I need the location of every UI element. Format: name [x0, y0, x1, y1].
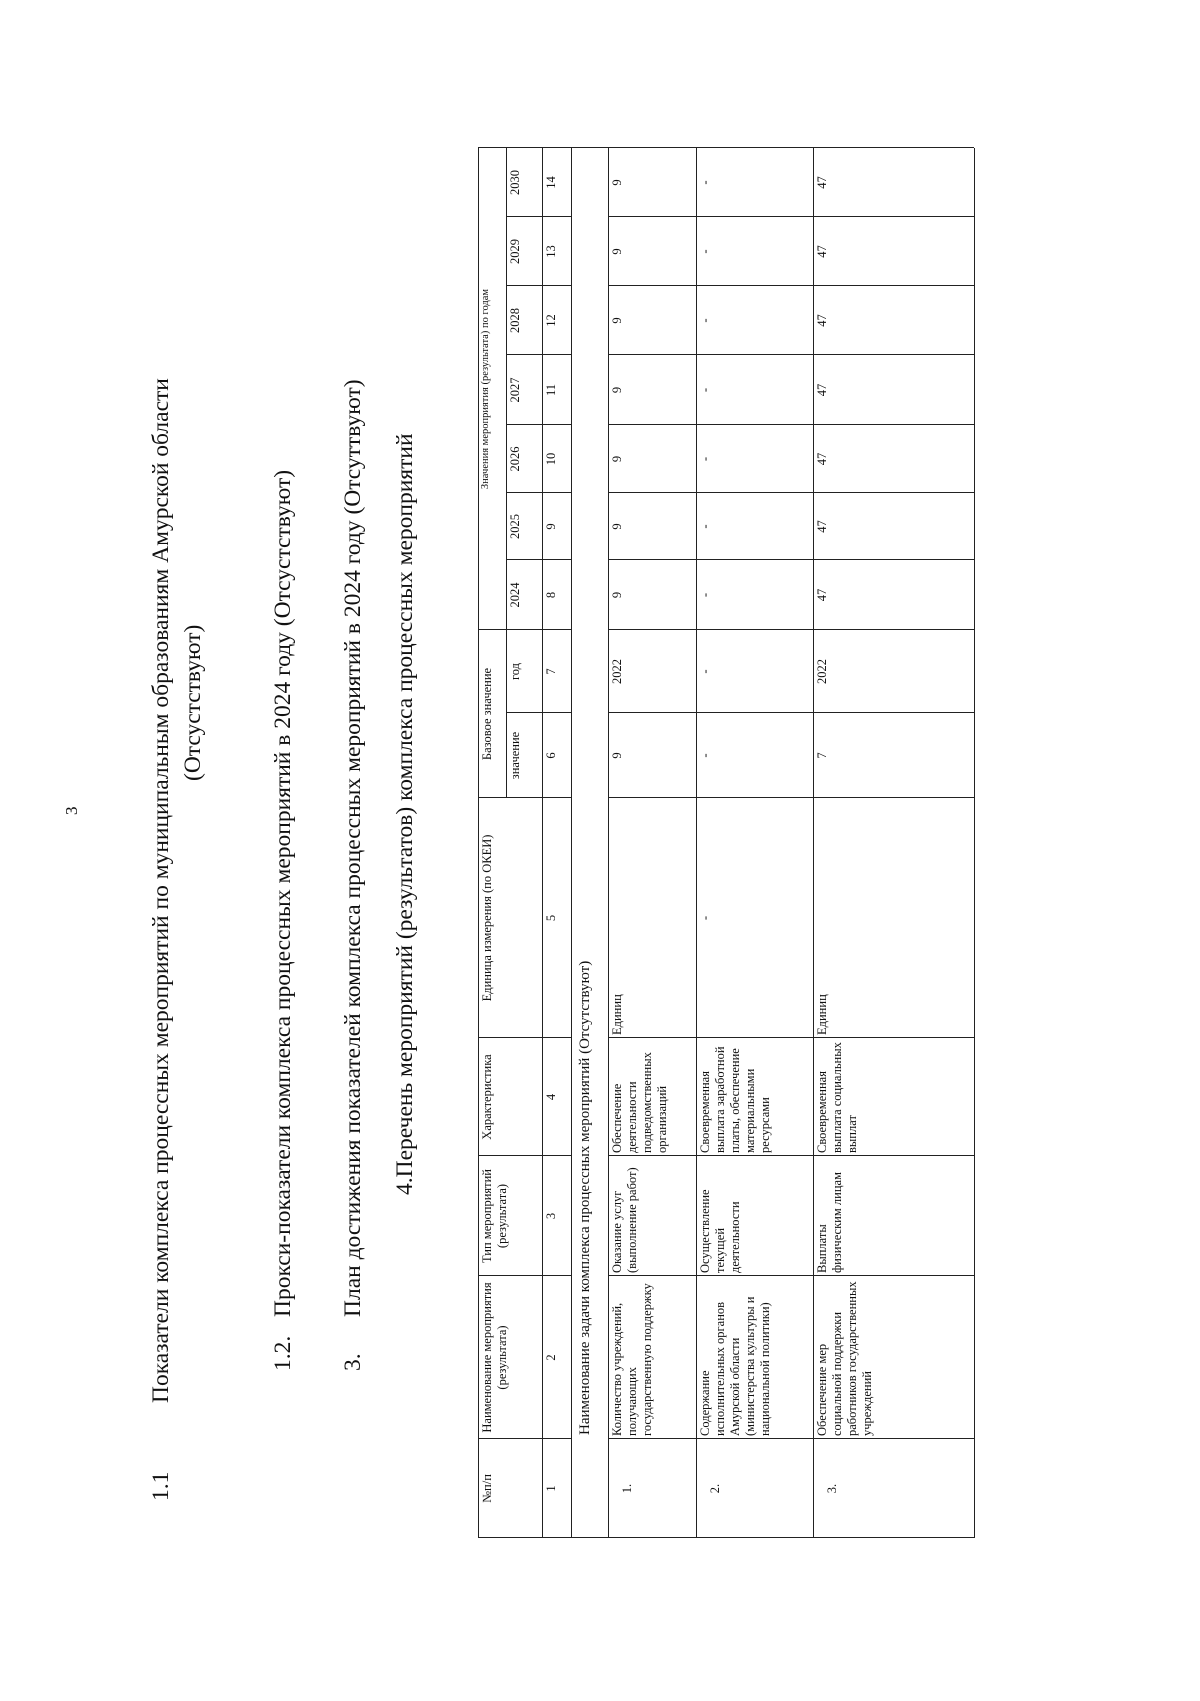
row-1-value-2024: 9 [610, 591, 624, 599]
row-2-base-year: - [698, 669, 712, 674]
row-2-value-2025: - [698, 524, 712, 529]
row-3-type: Выплаты физическим лицам [815, 1172, 844, 1273]
row-3-value-2027: 47 [815, 383, 829, 397]
row-3-unit: Единиц [815, 994, 829, 1035]
col-number: 10 [544, 452, 558, 466]
row-2-value-2030: - [698, 180, 712, 185]
col-number: 3 [544, 1212, 558, 1220]
header-year-2028: 2028 [508, 308, 522, 333]
header-characteristic: Характеристика [480, 1054, 494, 1140]
header-year-2025: 2025 [508, 514, 522, 539]
row-2-value-2028: - [698, 318, 712, 323]
row-1-base-year: 2022 [610, 659, 624, 684]
section-title: План достижения показателей комплекса процессных мероприятий в 2024 году (Отсуттвуют) [340, 379, 366, 1317]
row-1-name: Количество учреждений, получающих государственную поддержку [610, 1283, 654, 1436]
row-2-value-2026: - [698, 456, 712, 462]
row-2-unit: - [698, 915, 712, 921]
header-num: №п/п [480, 1474, 494, 1503]
row-1-value-2030: 9 [610, 179, 624, 186]
row-2-base-value: - [698, 753, 712, 758]
row-1-value-2028: 9 [610, 317, 624, 324]
row-3-value-2025: 47 [815, 520, 829, 533]
row-2-type: Осуществление текущей деятельности [698, 1189, 742, 1273]
row-3-num: 3. [825, 1483, 839, 1494]
col-number: 13 [544, 245, 558, 258]
col-number: 5 [544, 914, 558, 922]
section-number: 1.2. [270, 1335, 296, 1371]
section-title: Прокси-показатели комплекса процессных мероприятий в 2024 году (Отсустствуют) [270, 469, 296, 1317]
header-base: Базовое значение [480, 667, 494, 761]
row-3-value-2024: 47 [815, 588, 829, 602]
header-unit: Единица измерения (по ОКЕИ) [480, 834, 494, 1002]
row-2-value-2024: - [698, 592, 712, 598]
row-1-base-value: 9 [610, 752, 624, 759]
row-1-num: 1. [620, 1483, 634, 1494]
col-number: 12 [544, 314, 558, 327]
row-2-num: 2. [708, 1483, 722, 1494]
header-base-year: год [508, 662, 522, 681]
row-3-value-2028: 47 [815, 314, 829, 327]
col-number: 4 [544, 1093, 558, 1101]
header-values-by-year: Значения мероприятия (результата) по годам [480, 288, 491, 490]
row-1-characteristic: Обеспечение деятельности подведомственных организаций [610, 1052, 669, 1153]
row-3-name: Обеспечение мер социальной поддержки работников государственных учреждений [815, 1281, 874, 1436]
header-year-2024: 2024 [508, 582, 522, 608]
row-1-value-2027: 9 [610, 386, 624, 394]
header-year-2026: 2026 [508, 446, 522, 472]
col-number: 6 [544, 752, 558, 759]
section-1-1-note: (Отсустствуют) [180, 624, 206, 781]
row-2-value-2029: - [698, 249, 712, 254]
row-3-base-year: 2022 [815, 659, 829, 684]
row-2-characteristic: Своевременная выплата заработной платы, обеспечение материальными ресурсами [698, 1046, 772, 1153]
page-number: 3 [62, 806, 81, 815]
header-year-2030: 2030 [508, 170, 522, 195]
row-2-value-2027: - [698, 387, 712, 393]
header-base-value: значение [508, 731, 522, 780]
row-3-value-2030: 47 [815, 176, 829, 189]
header-year-2027: 2027 [508, 377, 522, 403]
col-number: 9 [544, 523, 558, 530]
col-number: 14 [544, 176, 558, 189]
row-2-name: Содержание исполнительных органов Амурской области (министерства культуры и национальной политики) [698, 1296, 772, 1436]
section-title: Показатели комплекса процессных мероприятий по муниципальным образованиям Амурской области [148, 378, 174, 1403]
row-1-value-2026: 9 [610, 455, 624, 463]
header-year-2029: 2029 [508, 239, 522, 264]
col-number: 2 [544, 1354, 558, 1361]
task-row: Наименование задачи комплекса процессных мероприятий (Отсутствуют) [577, 960, 593, 1435]
section-number: 3. [340, 1353, 366, 1371]
row-1-unit: Единиц [610, 994, 624, 1035]
header-name: Наименование мероприятия (результата) [480, 1282, 509, 1433]
measures-table [478, 148, 974, 1538]
section-number: 1.1 [148, 1471, 174, 1501]
row-1-value-2029: 9 [610, 248, 624, 255]
row-1-value-2025: 9 [610, 523, 624, 530]
col-number: 8 [544, 591, 558, 599]
row-3-value-2026: 47 [815, 452, 829, 466]
row-3-value-2029: 47 [815, 245, 829, 258]
header-type: Тип мероприятий (результата) [480, 1169, 509, 1264]
row-3-base-value: 7 [815, 752, 829, 759]
row-3-characteristic: Своевременная выплата социальных выплат [815, 1042, 859, 1153]
col-number: 7 [544, 668, 558, 675]
col-number: 11 [544, 383, 558, 397]
col-number: 1 [544, 1485, 558, 1492]
row-1-type: Оказание услуг (выполнение работ) [610, 1167, 639, 1273]
section-4-heading: 4.Перечень мероприятий (результатов) комплекса процессных мероприятий [392, 433, 418, 1195]
